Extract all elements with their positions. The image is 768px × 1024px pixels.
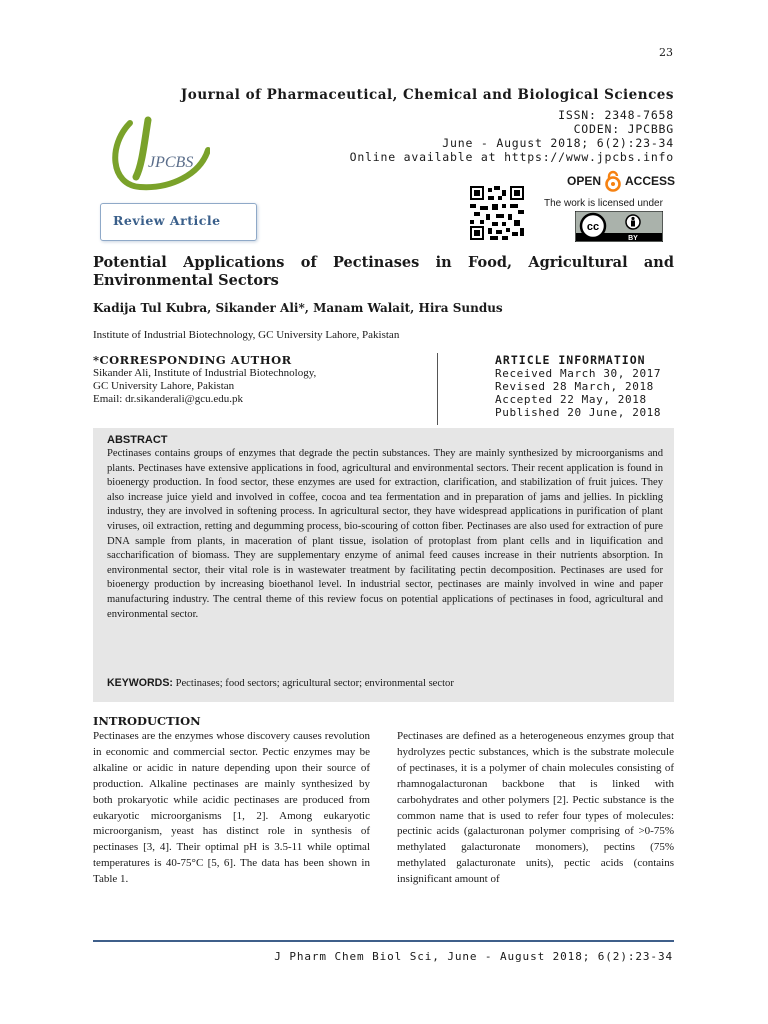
- open-access-open-text: OPEN: [567, 174, 602, 188]
- cc-logo-text: cc: [586, 221, 600, 233]
- journal-title: Journal of Pharmaceutical, Chemical and Biological Sciences: [180, 87, 674, 103]
- keywords: [107, 677, 454, 689]
- date-received: Received March 30, 2017: [495, 367, 662, 380]
- qr-code-icon[interactable]: [470, 186, 524, 240]
- date-accepted: Accepted 22 May, 2018: [495, 393, 647, 406]
- introduction-heading: INTRODUCTION: [93, 714, 201, 728]
- author-list: Kadija Tul Kubra, Sikander Ali*, Manam Walait, Hira Sundus: [93, 301, 503, 315]
- info-divider: [437, 353, 438, 425]
- date-revised: Revised 28 March, 2018: [495, 380, 654, 393]
- abstract-heading: ABSTRACT: [107, 434, 168, 446]
- open-access-lock-icon: [605, 170, 621, 192]
- corresponding-author-heading: *CORRESPONDING AUTHOR: [93, 353, 292, 367]
- coden: CODEN: JPCBBG: [573, 122, 674, 136]
- date-published: Published 20 June, 2018: [495, 406, 662, 419]
- volume-issue: June - August 2018; 6(2):23-34: [442, 136, 674, 150]
- footer-rule: [93, 940, 674, 942]
- corresponding-author-email[interactable]: Email: dr.sikanderali@gcu.edu.pk: [93, 393, 244, 405]
- abstract-box: [93, 428, 674, 702]
- page-number: 23: [659, 46, 673, 59]
- corresponding-author-address: GC University Lahore, Pakistan: [93, 380, 235, 392]
- introduction-left-column: Pectinases are the enzymes whose discovery causes revolution in economic and commercial sector. Pectic enzymes may be alkaline or acidic in nature depending upon their source of production. Alkaline pectinases are mainly synthesized by both prokaryotic while acidic pectinases are produced from eukaryotic microorganisms [1, 2]. Among eukaryotic microorganism, yeast has distinct role in synthesis of pectinases [3, 4]. Their optimal pH is 3.5-11 while optimal temperatures is 40-75°C [5, 6]. The data has been shown in Table 1.: [93, 730, 370, 886]
- issn: ISSN: 2348-7658: [558, 108, 674, 122]
- cc-by-license-icon[interactable]: [575, 211, 663, 242]
- footer-citation: J Pharm Chem Biol Sci, June - August 2018; 6(2):23-34: [274, 950, 673, 963]
- affiliation: Institute of Industrial Biotechnology, GC University Lahore, Pakistan: [93, 329, 400, 341]
- article-type-box: [100, 203, 257, 241]
- open-access-access-text: ACCESS: [625, 174, 676, 188]
- corresponding-author-name: Sikander Ali, Institute of Industrial Biotechnology,: [93, 367, 317, 379]
- introduction-right-column: Pectinases are defined as a heterogeneous enzymes group that hydrolyzes pectic substances, which is the substrate molecule of pectinases, it is a polymer of chain molecules consisting of rhamnogalacturonan backbone that is linked with carbohydrates and other polymers [2]. Pectic substance is the common name that is used to refer four types of molecules: pectinic acids (galacturonan polymer comprising of >0-75% methylated galacturonate monomers), pectins (75% methylated galacturonate units), pectic acids (contains insignificant amount of: [397, 730, 674, 886]
- keywords-label: KEYWORDS:: [107, 677, 173, 689]
- journal-logo-icon: [100, 115, 210, 200]
- abstract-text: Pectinases contains groups of enzymes that degrade the pectin substances. They are mainly synthesized by microorganisms and plants. Pectinases have extensive applications in food, agricultural and environmental sectors. Their recent application is found in bioenergy production. In food sector, these enzymes are used for extraction, clarification, and stabilization of fruit juices. They also increase juice yield and involved in coffee, cocoa and tea fermentation and in preparation of jams and jellies. In pickling industry, they are involved in softening process. In agricultural sector, they have widespread applications in purification of plant viruses, oil extraction, retting and degumming process, bio-scouring of cotton fiber. Pectinases are also used for extraction of pure DNA sample from plants, in maceration of plant tissue, isolation of protoplast from plant cells and in liquification and saccharification of biomass. They are supplementary enzyme of animal feed causes increase in their nutrients absorption. In environmental sector, their vital role is in wastewater treatment by facilitating pectin decomposition. Pectinases are used for bioenergy production by increasing bioethanol level. In industrial sector, pectinases are mainly involved in wine and paper manufacturing industry. The central theme of this review focus on potential applications of pectinases in food, agricultural and environmental sector.: [107, 448, 663, 620]
- cc-by-text: BY: [628, 235, 638, 242]
- article-info-heading: ARTICLE INFORMATION: [495, 353, 646, 367]
- license-notice: The work is licensed under: [544, 198, 663, 209]
- logo-lettering: JPCBS: [148, 154, 194, 171]
- keywords-list: Pectinases; food sectors; agricultural sector; environmental sector: [172, 678, 454, 689]
- open-access-label: [567, 170, 675, 192]
- paper-title: Potential Applications of Pectinases in Food, Agricultural and Environmental Sectors: [93, 254, 674, 289]
- journal-url[interactable]: Online available at https://www.jpcbs.info: [349, 150, 674, 164]
- article-type-label: Review Article: [113, 213, 221, 228]
